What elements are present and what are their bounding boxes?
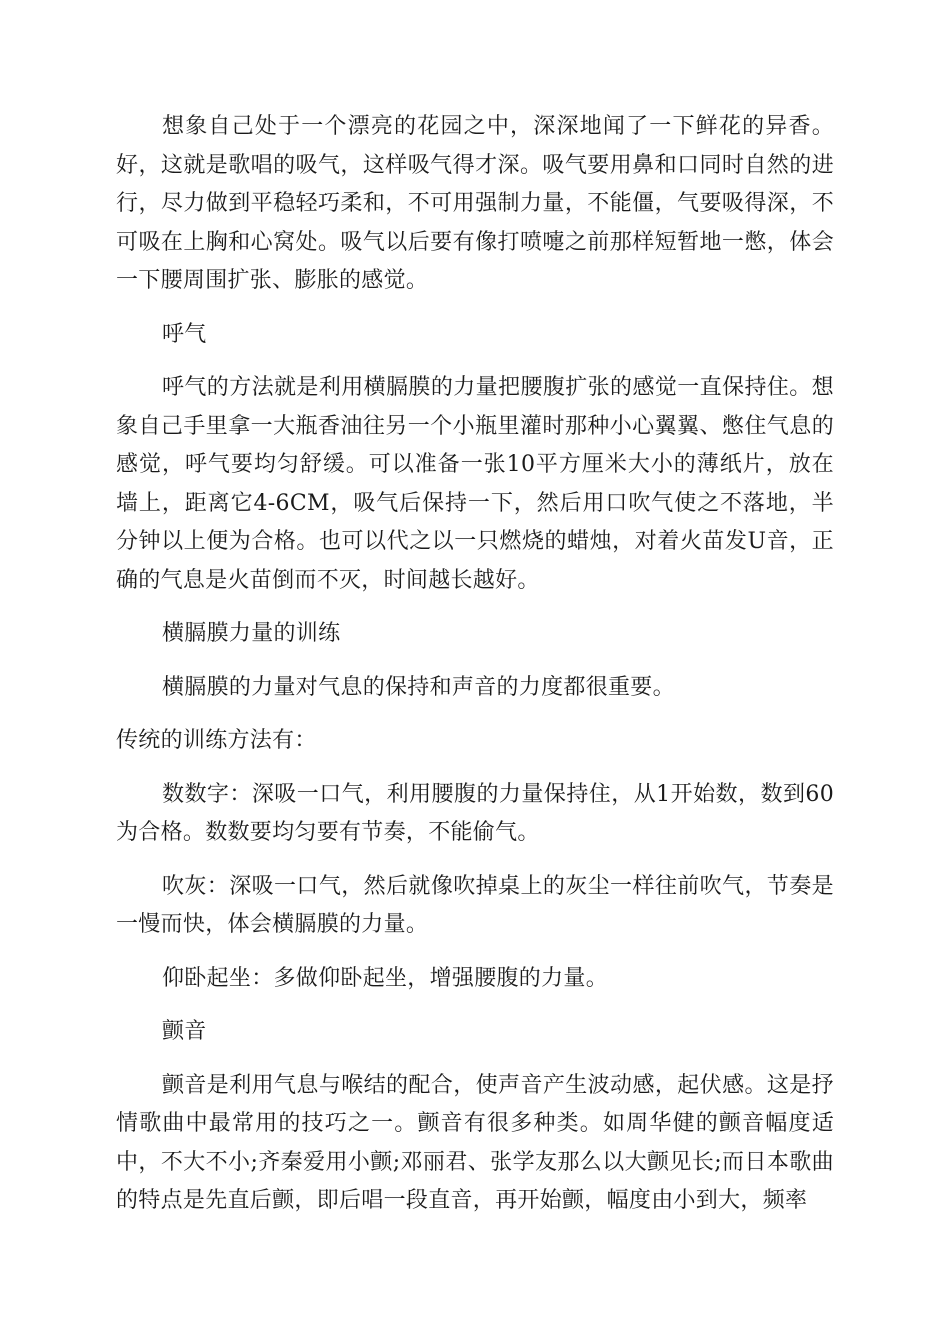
heading-exhale: 呼气 <box>162 321 207 347</box>
heading-vibrato: 颤音 <box>162 1019 207 1044</box>
paragraph-method-counting: 数数字：深吸一口气，利用腰腹的力量保持住，从1开始数，数到60为合格。数数要均匀要有节奏，不能偷气。 <box>116 781 834 845</box>
paragraph-method-blowing: 吹灰：深吸一口气，然后就像吹掉桌上的灰尘一样往前吹气，节奏是一慢而快，体会横膈膜的力量。 <box>116 873 834 937</box>
paragraph-traditional-methods: 传统的训练方法有： <box>116 728 317 753</box>
paragraph-exhale-body: 呼气的方法就是利用横膈膜的力量把腰腹扩张的感觉一直保持住。想象自己手里拿一大瓶香油往另一个小瓶里灌时那种小心翼翼、憋住气息的感觉，呼气要均匀舒缓。可以准备一张10平方厘米大小的薄纸片，放在墙上，距离它4-6CM，吸气后保持一下，然后用口吹气使之不落地，半分钟以上便为合格。也可以代之以一只燃烧的蜡烛，对着火苗发U音，正确的气息是火苗倒而不灭，时间越长越好。 <box>116 375 834 593</box>
paragraph-method-situps: 仰卧起坐：多做仰卧起坐，增强腰腹的力量。 <box>162 965 609 991</box>
paragraph-breath-in-intro: 想象自己处于一个漂亮的花园之中，深深地闻了一下鲜花的异香。好，这就是歌唱的吸气，这样吸气得才深。吸气要用鼻和口同时自然的进行，尽力做到平稳轻巧柔和，不可用强制力量，不能僵，气要吸得深，不可吸在上胸和心窝处。吸气以后要有像打喷嚏之前那样短暂地一憋，体会一下腰周围扩张、膨胀的感觉。 <box>116 114 834 293</box>
document-body <box>116 108 834 1221</box>
paragraph-diaphragm-importance: 横膈膜的力量对气息的保持和声音的力度都很重要。 <box>162 674 675 700</box>
paragraph-vibrato-body: 颤音是利用气息与喉结的配合，使声音产生波动感，起伏感。这是抒情歌曲中最常用的技巧之一。颤音有很多种类。如周华健的颤音幅度适中，不大不小;齐秦爱用小颤;邓丽君、张学友那么以大颤见长;而日本歌曲的特点是先直后颤，即后唱一段直音，再开始颤，幅度由小到大，频率 <box>116 1072 834 1213</box>
heading-diaphragm-training: 横膈膜力量的训练 <box>162 621 341 646</box>
